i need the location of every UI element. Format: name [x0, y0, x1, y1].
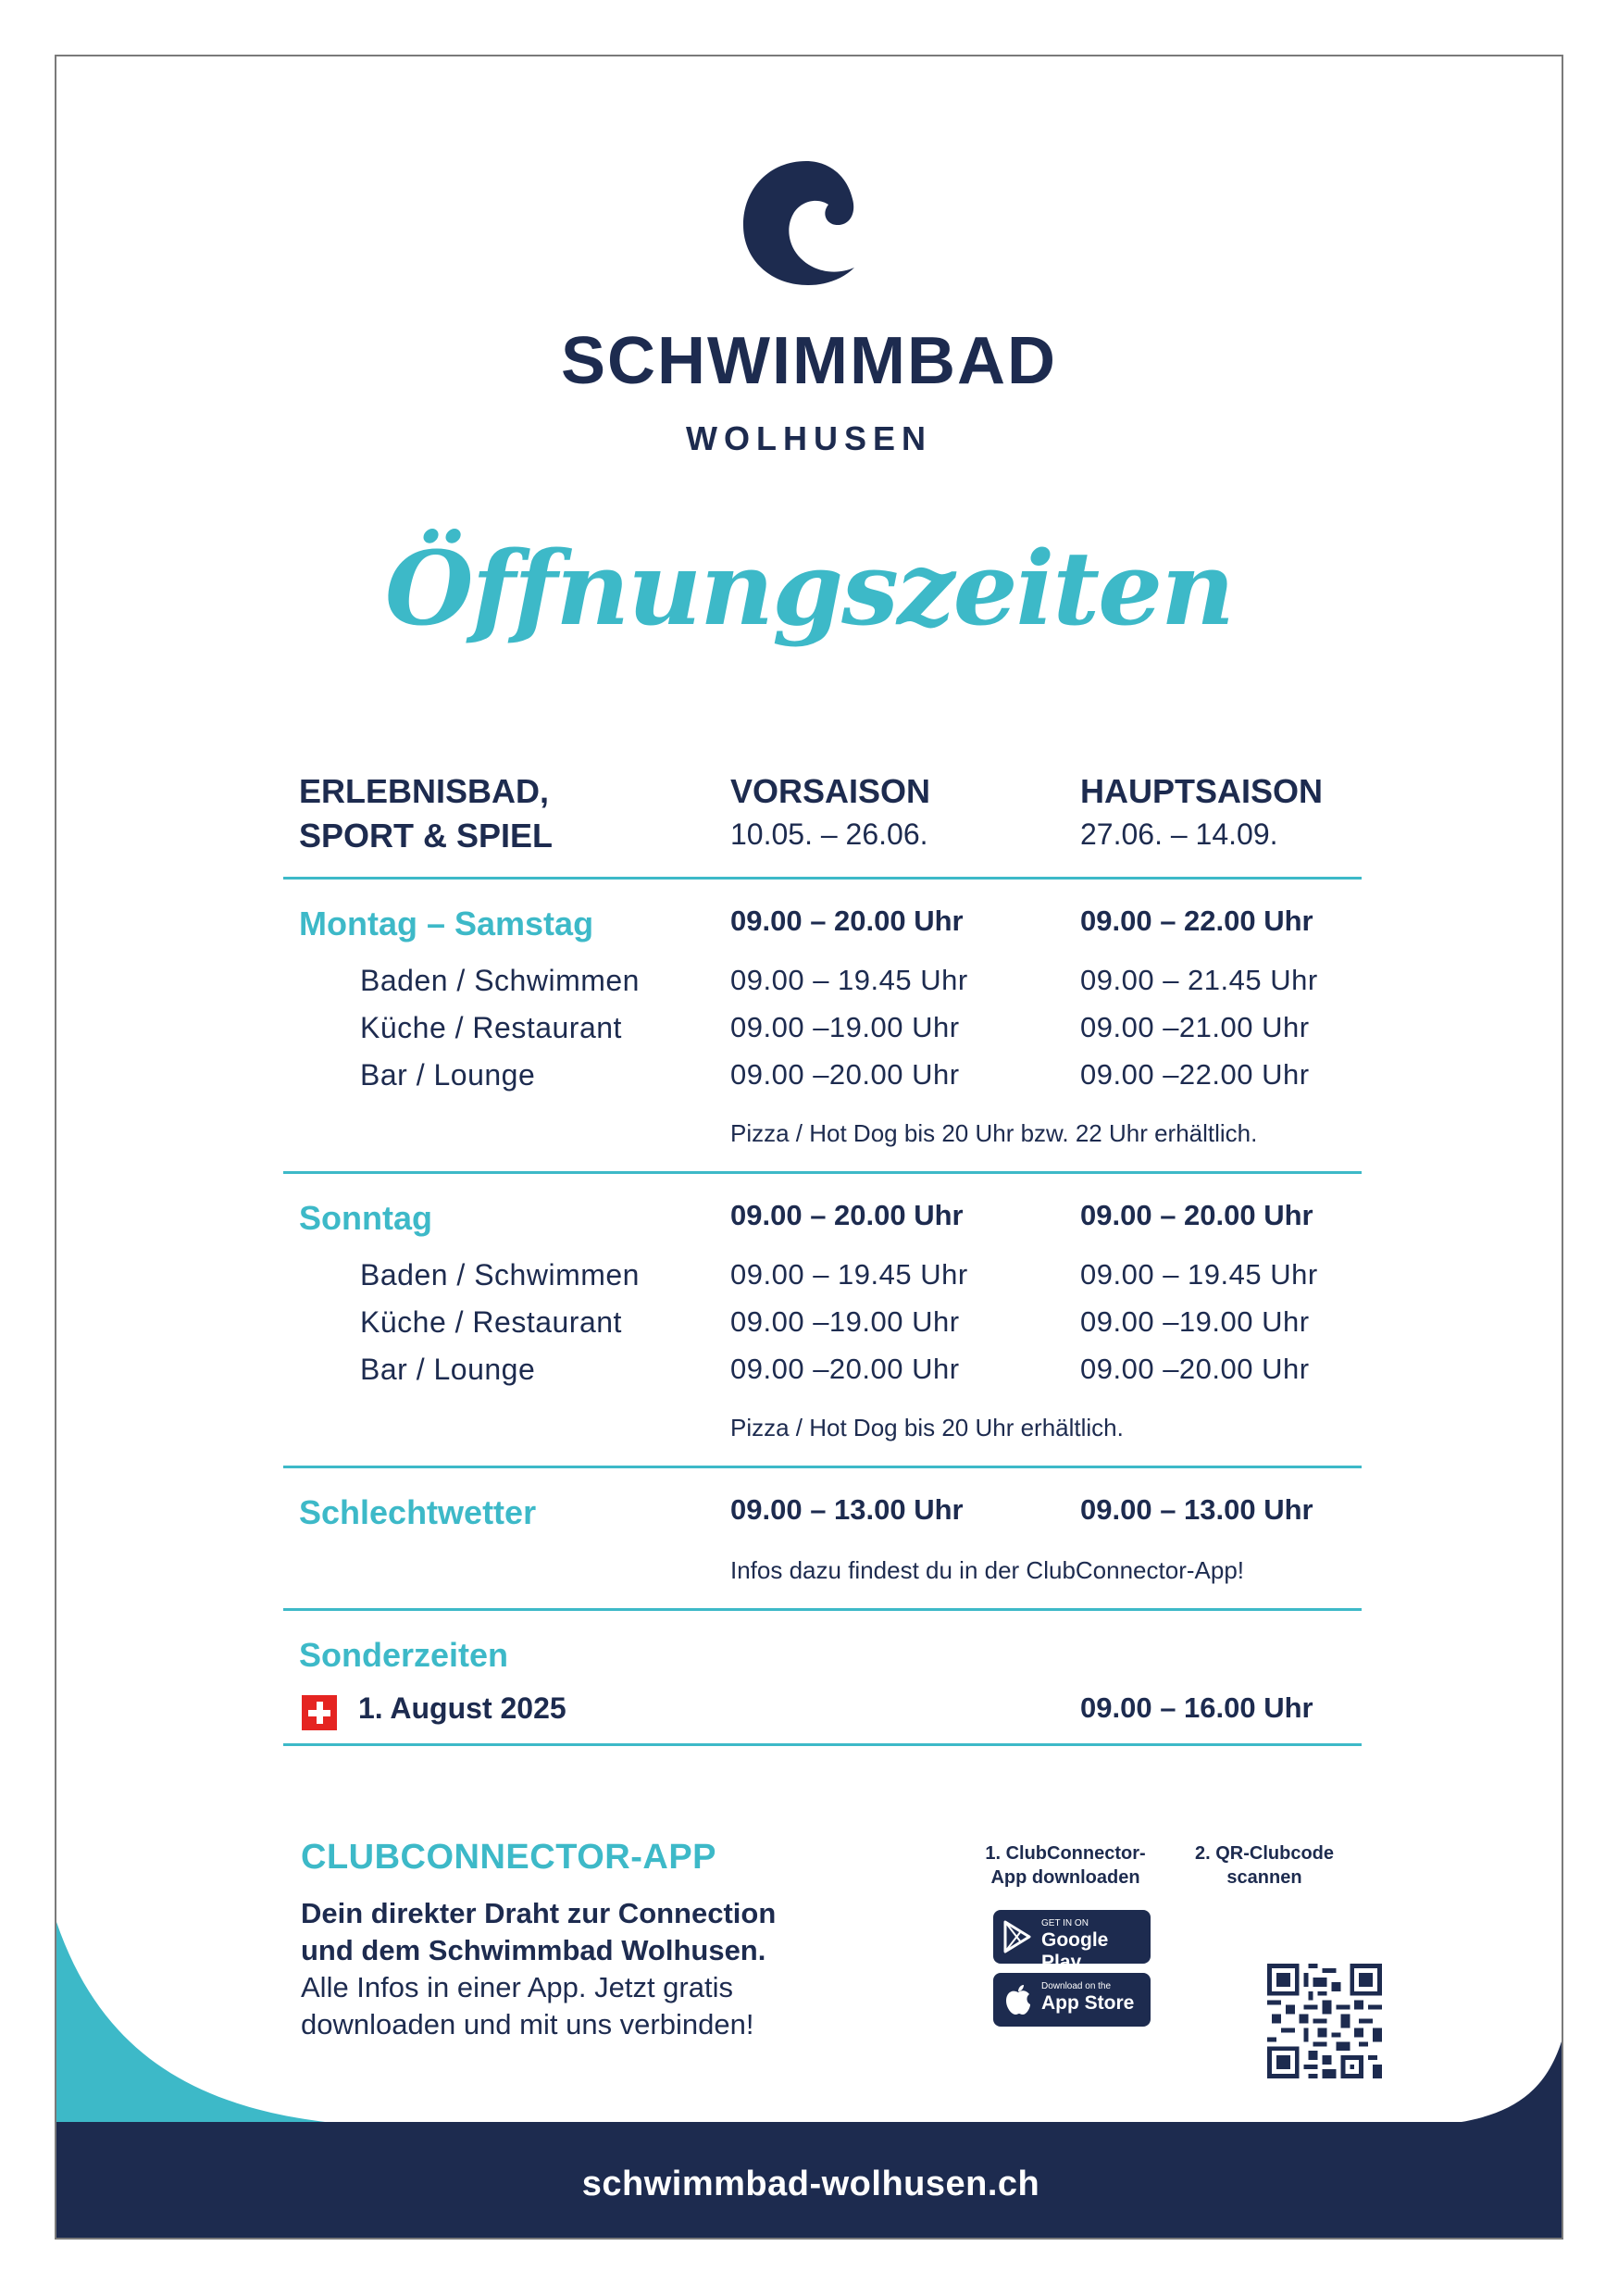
divider [283, 1171, 1362, 1174]
row-haupt-hours: 09.00 – 21.45 Uhr [1080, 964, 1318, 996]
app-store-small-text: Download on the [1041, 1981, 1112, 1991]
app-description [301, 1969, 875, 2043]
row-label: Baden / Schwimmen [360, 1258, 640, 1292]
row-label: Bar / Lounge [360, 1058, 536, 1092]
footer-bar [56, 2122, 1563, 2238]
app-tagline-line-2: und dem Schwimmbad Wolhusen. [301, 1934, 766, 1966]
sunday-note: Pizza / Hot Dog bis 20 Uhr erhältlich. [730, 1414, 1124, 1441]
category-heading [299, 769, 553, 858]
divider [283, 1743, 1362, 1746]
bad-weather-haupt-hours: 09.00 – 13.00 Uhr [1080, 1493, 1313, 1526]
row-label: Küche / Restaurant [360, 1305, 622, 1339]
weekdays-haupt-hours: 09.00 – 22.00 Uhr [1080, 905, 1313, 937]
row-haupt-hours: 09.00 – 19.45 Uhr [1080, 1258, 1318, 1291]
divider [283, 1608, 1362, 1611]
row-label: Küche / Restaurant [360, 1011, 622, 1044]
app-store-button[interactable] [993, 1973, 1151, 2027]
row-vor-hours: 09.00 –20.00 Uhr [730, 1058, 960, 1091]
special-date: 1. August 2025 [358, 1691, 566, 1725]
google-play-label: Google Play [1041, 1929, 1109, 1973]
google-play-icon [1002, 1920, 1032, 1953]
row-vor-hours: 09.00 –19.00 Uhr [730, 1305, 960, 1338]
step-scan [1186, 1841, 1343, 1890]
divider [283, 877, 1362, 880]
app-tagline-line-1: Dein direkter Draht zur Connection [301, 1897, 777, 1929]
vorsaison-title: VORSAISON [730, 772, 931, 810]
qr-code-icon [1267, 1964, 1382, 2078]
brand-name: SCHWIMMBAD [561, 324, 1057, 398]
category-line-2: SPORT & SPIEL [299, 817, 554, 855]
app-store-label: App Store [1041, 1992, 1135, 2014]
section-title-sunday: Sonntag [299, 1199, 432, 1237]
row-label: Bar / Lounge [360, 1353, 536, 1386]
section-title-special: Sonderzeiten [299, 1636, 509, 1674]
bad-weather-vor-hours: 09.00 – 13.00 Uhr [730, 1493, 964, 1526]
row-vor-hours: 09.00 – 19.45 Uhr [730, 964, 968, 996]
row-label: Baden / Schwimmen [360, 964, 640, 997]
page-heading: Öffnungszeiten [384, 529, 1234, 648]
row-haupt-hours: 09.00 –19.00 Uhr [1080, 1305, 1310, 1338]
google-play-small-text: GET IN ON [1041, 1918, 1089, 1928]
website-link[interactable]: schwimmbad-wolhusen.ch [581, 2165, 1040, 2203]
brand-location: WOLHUSEN [686, 419, 932, 457]
hauptsaison-title: HAUPTSAISON [1080, 772, 1324, 810]
app-description-line-1: Alle Infos in einer App. Jetzt gratis [301, 1971, 733, 2003]
app-title: CLUBCONNECTOR-APP [301, 1838, 717, 1877]
row-haupt-hours: 09.00 –20.00 Uhr [1080, 1353, 1310, 1385]
special-haupt-hours: 09.00 – 16.00 Uhr [1080, 1691, 1313, 1724]
sunday-haupt-hours: 09.00 – 20.00 Uhr [1080, 1199, 1313, 1231]
sunday-vor-hours: 09.00 – 20.00 Uhr [730, 1199, 964, 1231]
poster-frame [55, 55, 1563, 2240]
step-download-line-1: 1. ClubConnector- [985, 1843, 1146, 1864]
step-download [982, 1841, 1149, 1890]
apple-icon [1004, 1983, 1032, 2016]
app-description-line-2: downloaden und mit uns verbinden! [301, 2008, 754, 2040]
wave-logo-icon [741, 158, 857, 288]
section-title-weekdays: Montag – Samstag [299, 905, 594, 942]
row-vor-hours: 09.00 – 19.45 Uhr [730, 1258, 968, 1291]
weekdays-note: Pizza / Hot Dog bis 20 Uhr bzw. 22 Uhr erhältlich. [730, 1119, 1258, 1147]
step-download-line-2: App downloaden [990, 1867, 1140, 1888]
google-play-button[interactable] [993, 1910, 1151, 1973]
vorsaison-dates: 10.05. – 26.06. [730, 817, 928, 851]
category-line-1: ERLEBNISBAD, [299, 772, 550, 810]
section-title-bad-weather: Schlechtwetter [299, 1493, 537, 1531]
hauptsaison-dates: 27.06. – 14.09. [1080, 817, 1278, 851]
row-haupt-hours: 09.00 –22.00 Uhr [1080, 1058, 1310, 1091]
bad-weather-note: Infos dazu findest du in der ClubConnector-App! [730, 1556, 1245, 1584]
swiss-flag-icon [302, 1695, 337, 1730]
row-vor-hours: 09.00 –19.00 Uhr [730, 1011, 960, 1043]
row-haupt-hours: 09.00 –21.00 Uhr [1080, 1011, 1310, 1043]
step-scan-line-1: 2. QR-Clubcode [1194, 1843, 1334, 1864]
app-tagline [301, 1895, 875, 1969]
weekdays-vor-hours: 09.00 – 20.00 Uhr [730, 905, 964, 937]
row-vor-hours: 09.00 –20.00 Uhr [730, 1353, 960, 1385]
step-scan-line-2: scannen [1226, 1867, 1302, 1888]
divider [283, 1466, 1362, 1468]
